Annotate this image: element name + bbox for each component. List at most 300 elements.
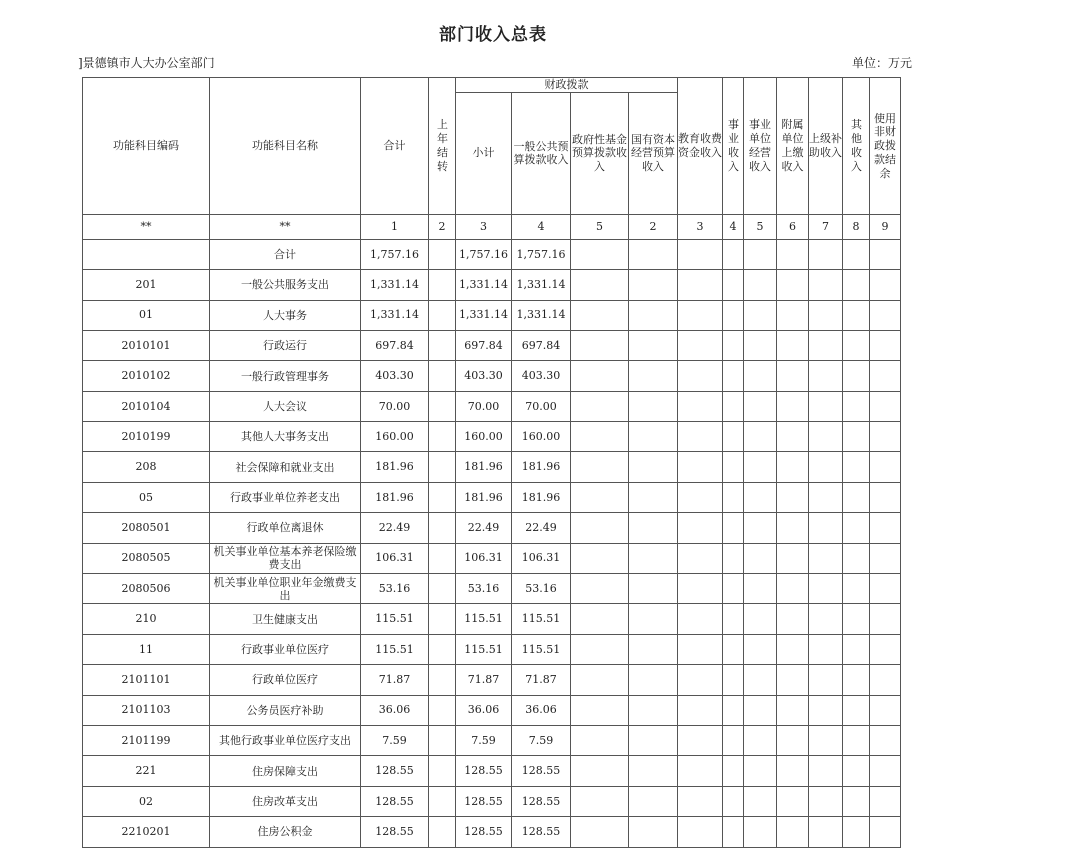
general-budget-cell: 36.06 [512,695,571,725]
carryover-cell [429,756,456,786]
affiliated-income-cell [777,726,809,756]
state-capital-cell [629,543,678,573]
row-name-text: 行政事业单位养老支出 [230,491,340,505]
affiliated-income-cell [777,391,809,421]
business-income-cell [723,756,744,786]
code-cell: 2080505 [83,543,210,573]
other-income-cell [843,634,870,664]
name-cell [210,330,361,360]
affiliated-income-cell [777,604,809,634]
table-row [83,270,901,300]
row-name-text: 住房改革支出 [252,794,318,808]
carryover-cell [429,422,456,452]
operating-income-cell [744,330,777,360]
other-income-cell [843,574,870,604]
affiliated-income-cell [777,786,809,816]
non-fiscal-balance-cell [870,330,901,360]
header-non-fiscal-balance: 使用非财政拨款结余 [870,78,901,215]
header-name: 功能科目名称 [210,78,361,215]
business-income-cell [723,300,744,330]
gov-fund-cell [571,817,629,847]
subtotal-cell: 53.16 [456,574,512,604]
name-cell [210,239,361,269]
non-fiscal-balance-cell [870,452,901,482]
header-gov-fund: 政府性基金预算拨款收入 [571,92,629,214]
business-income-cell [723,422,744,452]
other-income-cell [843,361,870,391]
general-budget-cell: 1,331.14 [512,300,571,330]
subtotal-cell: 70.00 [456,391,512,421]
header-subsidy-income: 上级补助收入 [809,78,843,215]
index-cell: 8 [843,214,870,239]
education-fee-cell [678,422,723,452]
name-cell [210,786,361,816]
operating-income-cell [744,695,777,725]
operating-income-cell [744,574,777,604]
code-cell: 05 [83,482,210,512]
state-capital-cell [629,574,678,604]
code-cell: 11 [83,634,210,664]
total-cell: 106.31 [361,543,429,573]
row-name-text: 社会保障和就业支出 [235,460,335,474]
operating-income-cell [744,452,777,482]
header-state-capital: 国有资本经营预算收入 [629,92,678,214]
state-capital-cell [629,300,678,330]
row-name-text: 行政运行 [263,339,307,353]
operating-income-cell [744,786,777,816]
subsidy-income-cell [809,665,843,695]
education-fee-cell [678,391,723,421]
total-cell: 181.96 [361,482,429,512]
general-budget-cell: 70.00 [512,391,571,421]
subsidy-income-cell [809,300,843,330]
operating-income-cell [744,482,777,512]
code-cell: 2010199 [83,422,210,452]
operating-income-cell [744,422,777,452]
other-income-cell [843,482,870,512]
business-income-cell [723,786,744,816]
row-name-text: 行政单位离退休 [246,521,324,535]
index-cell: 2 [429,214,456,239]
carryover-cell [429,391,456,421]
carryover-cell [429,543,456,573]
business-income-cell [723,604,744,634]
table-row [83,786,901,816]
code-cell: 01 [83,300,210,330]
row-name-text: 住房保障支出 [252,764,318,778]
carryover-cell [429,300,456,330]
business-income-cell [723,695,744,725]
education-fee-cell [678,574,723,604]
subsidy-income-cell [809,574,843,604]
affiliated-income-cell [777,695,809,725]
gov-fund-cell [571,513,629,543]
name-cell [210,574,361,604]
row-name-text: 机关事业单位基本养老保险缴费支出 [213,545,357,572]
non-fiscal-balance-cell [870,695,901,725]
general-budget-cell: 128.55 [512,817,571,847]
name-cell [210,817,361,847]
operating-income-cell [744,604,777,634]
gov-fund-cell [571,786,629,816]
header-code: 功能科目编码 [83,78,210,215]
header-row-top [83,78,901,93]
operating-income-cell [744,239,777,269]
subtotal-cell: 128.55 [456,817,512,847]
index-row [83,214,901,239]
code-cell: 2101199 [83,726,210,756]
row-name-text: 人大会议 [263,399,307,413]
non-fiscal-balance-cell [870,482,901,512]
state-capital-cell [629,665,678,695]
state-capital-cell [629,482,678,512]
non-fiscal-balance-cell [870,422,901,452]
row-name-text: 合计 [274,247,296,261]
affiliated-income-cell [777,513,809,543]
header-other-income-text: 其他收入 [851,117,862,173]
code-cell [83,239,210,269]
row-name-text: 公务员医疗补助 [246,703,324,717]
state-capital-cell [629,452,678,482]
gov-fund-cell [571,665,629,695]
index-cell: 9 [870,214,901,239]
gov-fund-cell [571,391,629,421]
table-row [83,634,901,664]
index-cell: 5 [571,214,629,239]
gov-fund-cell [571,361,629,391]
name-cell [210,422,361,452]
general-budget-cell: 697.84 [512,330,571,360]
affiliated-income-cell [777,300,809,330]
table-row [83,817,901,847]
non-fiscal-balance-cell [870,786,901,816]
gov-fund-cell [571,482,629,512]
business-income-cell [723,391,744,421]
state-capital-cell [629,726,678,756]
total-cell: 70.00 [361,391,429,421]
carryover-cell [429,574,456,604]
name-cell [210,270,361,300]
table-body [83,214,901,847]
name-cell [210,604,361,634]
other-income-cell [843,817,870,847]
education-fee-cell [678,786,723,816]
other-income-cell [843,695,870,725]
code-cell: 2080506 [83,574,210,604]
code-cell: 2101101 [83,665,210,695]
other-income-cell [843,270,870,300]
education-fee-cell [678,482,723,512]
total-cell: 22.49 [361,513,429,543]
total-cell: 181.96 [361,452,429,482]
total-cell: 1,757.16 [361,239,429,269]
gov-fund-cell [571,634,629,664]
total-cell: 128.55 [361,817,429,847]
operating-income-cell [744,361,777,391]
education-fee-cell [678,300,723,330]
header-business-income-text: 事业收入 [728,117,739,173]
education-fee-cell [678,270,723,300]
affiliated-income-cell [777,574,809,604]
gov-fund-cell [571,330,629,360]
business-income-cell [723,726,744,756]
education-fee-cell [678,726,723,756]
general-budget-cell: 128.55 [512,756,571,786]
non-fiscal-balance-cell [870,726,901,756]
operating-income-cell [744,665,777,695]
name-cell [210,300,361,330]
other-income-cell [843,422,870,452]
subsidy-income-cell [809,817,843,847]
table-row [83,604,901,634]
business-income-cell [723,361,744,391]
general-budget-cell: 106.31 [512,543,571,573]
code-cell: 221 [83,756,210,786]
gov-fund-cell [571,270,629,300]
subtotal-cell: 1,331.14 [456,300,512,330]
non-fiscal-balance-cell [870,239,901,269]
education-fee-cell [678,695,723,725]
non-fiscal-balance-cell [870,574,901,604]
total-cell: 36.06 [361,695,429,725]
general-budget-cell: 181.96 [512,482,571,512]
general-budget-cell: 115.51 [512,604,571,634]
carryover-cell [429,817,456,847]
state-capital-cell [629,695,678,725]
subsidy-income-cell [809,361,843,391]
header-operating-income: 事业单位经营收入 [744,78,777,215]
other-income-cell [843,300,870,330]
header-carryover [429,78,456,215]
carryover-cell [429,239,456,269]
code-cell: 2010104 [83,391,210,421]
subsidy-income-cell [809,391,843,421]
carryover-cell [429,665,456,695]
subsidy-income-cell [809,482,843,512]
state-capital-cell [629,391,678,421]
subsidy-income-cell [809,452,843,482]
general-budget-cell: 403.30 [512,361,571,391]
row-name-text: 行政单位医疗 [252,673,318,687]
carryover-cell [429,726,456,756]
index-cell: 4 [512,214,571,239]
subtotal-cell: 403.30 [456,361,512,391]
table-row [83,695,901,725]
table-row [83,330,901,360]
index-cell: 3 [456,214,512,239]
other-income-cell [843,239,870,269]
name-cell [210,361,361,391]
index-cell: ** [83,214,210,239]
gov-fund-cell [571,543,629,573]
subtotal-cell: 181.96 [456,452,512,482]
name-cell [210,513,361,543]
name-cell [210,695,361,725]
name-cell [210,391,361,421]
department-label: ]景德镇市人大办公室部门 [78,56,215,70]
other-income-cell [843,543,870,573]
general-budget-cell: 53.16 [512,574,571,604]
table-row [83,513,901,543]
education-fee-cell [678,239,723,269]
state-capital-cell [629,817,678,847]
index-cell: 2 [629,214,678,239]
other-income-cell [843,330,870,360]
affiliated-income-cell [777,817,809,847]
other-income-cell [843,786,870,816]
carryover-cell [429,695,456,725]
header-affiliated-income: 附属单位上缴收入 [777,78,809,215]
income-summary-table [82,77,901,848]
state-capital-cell [629,330,678,360]
header-general-budget: 一般公共预算拨款收入 [512,92,571,214]
header-business-income [723,78,744,215]
subtotal-cell: 7.59 [456,726,512,756]
code-cell: 2080501 [83,513,210,543]
subtotal-cell: 115.51 [456,634,512,664]
name-cell [210,756,361,786]
business-income-cell [723,482,744,512]
affiliated-income-cell [777,422,809,452]
index-cell: 1 [361,214,429,239]
table-row [83,239,901,269]
subsidy-income-cell [809,422,843,452]
state-capital-cell [629,634,678,664]
total-cell: 71.87 [361,665,429,695]
header-subtotal: 小计 [456,92,512,214]
state-capital-cell [629,786,678,816]
business-income-cell [723,543,744,573]
non-fiscal-balance-cell [870,513,901,543]
total-cell: 1,331.14 [361,270,429,300]
row-name-text: 卫生健康支出 [252,612,318,626]
subsidy-income-cell [809,695,843,725]
affiliated-income-cell [777,361,809,391]
name-cell [210,634,361,664]
name-cell [210,452,361,482]
general-budget-cell: 115.51 [512,634,571,664]
business-income-cell [723,665,744,695]
non-fiscal-balance-cell [870,634,901,664]
subtotal-cell: 106.31 [456,543,512,573]
gov-fund-cell [571,239,629,269]
code-cell: 02 [83,786,210,816]
business-income-cell [723,239,744,269]
other-income-cell [843,726,870,756]
non-fiscal-balance-cell [870,361,901,391]
row-name-text: 人大事务 [263,308,307,322]
affiliated-income-cell [777,270,809,300]
carryover-cell [429,270,456,300]
row-name-text: 一般行政管理事务 [241,369,329,383]
code-cell: 2210201 [83,817,210,847]
index-cell: ** [210,214,361,239]
gov-fund-cell [571,695,629,725]
total-cell: 7.59 [361,726,429,756]
subsidy-income-cell [809,543,843,573]
subsidy-income-cell [809,239,843,269]
subsidy-income-cell [809,786,843,816]
education-fee-cell [678,604,723,634]
state-capital-cell [629,422,678,452]
operating-income-cell [744,817,777,847]
affiliated-income-cell [777,330,809,360]
affiliated-income-cell [777,543,809,573]
education-fee-cell [678,665,723,695]
other-income-cell [843,665,870,695]
subtotal-cell: 697.84 [456,330,512,360]
header-fiscal-group: 财政拨款 [456,78,678,93]
subtotal-cell: 1,331.14 [456,270,512,300]
business-income-cell [723,634,744,664]
operating-income-cell [744,391,777,421]
carryover-cell [429,452,456,482]
education-fee-cell [678,543,723,573]
non-fiscal-balance-cell [870,665,901,695]
general-budget-cell: 7.59 [512,726,571,756]
general-budget-cell: 160.00 [512,422,571,452]
gov-fund-cell [571,300,629,330]
page-title: 部门收入总表 [439,25,547,45]
general-budget-cell: 22.49 [512,513,571,543]
non-fiscal-balance-cell [870,604,901,634]
code-cell: 208 [83,452,210,482]
state-capital-cell [629,756,678,786]
table-row [83,422,901,452]
total-cell: 160.00 [361,422,429,452]
education-fee-cell [678,756,723,786]
business-income-cell [723,513,744,543]
non-fiscal-balance-cell [870,300,901,330]
affiliated-income-cell [777,634,809,664]
education-fee-cell [678,361,723,391]
index-cell: 5 [744,214,777,239]
operating-income-cell [744,634,777,664]
carryover-cell [429,513,456,543]
row-name-text: 一般公共服务支出 [241,278,329,292]
operating-income-cell [744,270,777,300]
header-education-fee: 教育收费资金收入 [678,78,723,215]
row-name-text: 其他行政事业单位医疗支出 [219,734,351,748]
education-fee-cell [678,330,723,360]
subsidy-income-cell [809,270,843,300]
affiliated-income-cell [777,239,809,269]
index-cell: 3 [678,214,723,239]
other-income-cell [843,756,870,786]
subtotal-cell: 128.55 [456,756,512,786]
table-row [83,482,901,512]
subtotal-cell: 115.51 [456,604,512,634]
carryover-cell [429,634,456,664]
table-row [83,452,901,482]
subtotal-cell: 1,757.16 [456,239,512,269]
gov-fund-cell [571,726,629,756]
subsidy-income-cell [809,513,843,543]
affiliated-income-cell [777,452,809,482]
header-carryover-text: 上年结转 [437,117,448,173]
name-cell [210,482,361,512]
total-cell: 1,331.14 [361,300,429,330]
gov-fund-cell [571,756,629,786]
table-row [83,756,901,786]
state-capital-cell [629,270,678,300]
code-cell: 210 [83,604,210,634]
operating-income-cell [744,726,777,756]
state-capital-cell [629,513,678,543]
index-cell: 6 [777,214,809,239]
carryover-cell [429,604,456,634]
index-cell: 4 [723,214,744,239]
